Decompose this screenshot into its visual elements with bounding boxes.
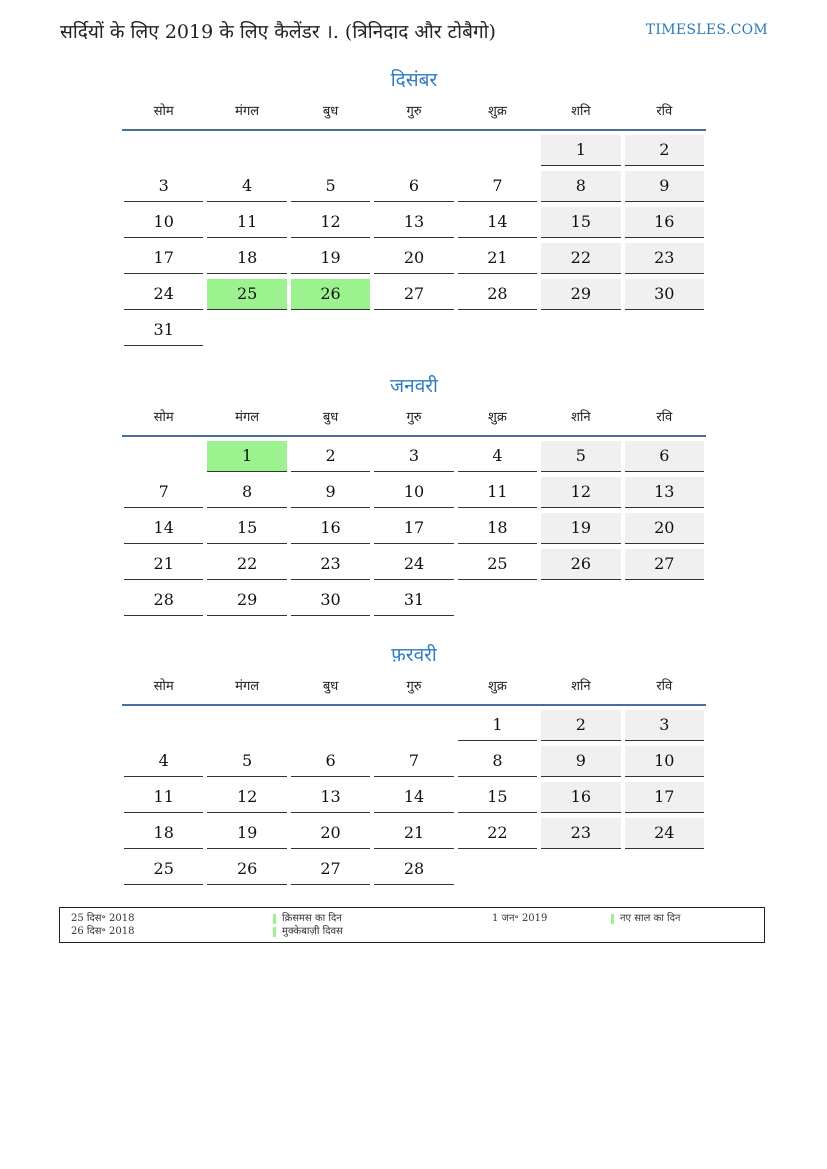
weekday-label: सोम <box>153 104 174 119</box>
day-cell: 10 <box>374 477 453 508</box>
weekday-label: रवि <box>656 410 673 425</box>
empty-cell <box>374 135 453 165</box>
day-cell: 4 <box>124 746 203 777</box>
page-title: सर्दियों के लिए 2019 के लिए कैलेंडर ।. (त्रिनिदाद और टोबैगो) <box>60 21 496 43</box>
day-cell: 23 <box>625 243 704 274</box>
day-cell: 7 <box>458 171 537 202</box>
day-cell: 5 <box>541 441 620 472</box>
day-cell: 10 <box>625 746 704 777</box>
day-cell: 21 <box>458 243 537 274</box>
day-cell: 28 <box>124 585 203 616</box>
day-cell: 3 <box>124 171 203 202</box>
weekday-label: मंगल <box>235 410 260 425</box>
legend-name-text: मुक्केबाज़ी दिवस <box>282 926 343 937</box>
day-cell: 15 <box>458 782 537 813</box>
day-cell: 28 <box>458 279 537 310</box>
weekday-label: रवि <box>656 104 673 119</box>
weekday-label: गुरु <box>406 679 422 694</box>
day-cell: 17 <box>625 782 704 813</box>
weekday-label: सोम <box>153 410 174 425</box>
holiday-day-cell: 1 <box>207 441 286 472</box>
day-cell: 1 <box>541 135 620 166</box>
day-cell: 5 <box>291 171 370 202</box>
legend-name-text: क्रिसमस का दिन <box>282 913 342 924</box>
day-cell: 9 <box>625 171 704 202</box>
day-cell: 3 <box>374 441 453 472</box>
day-cell: 20 <box>625 513 704 544</box>
day-grid <box>122 135 706 351</box>
legend-name-text: नए साल का दिन <box>620 913 681 924</box>
day-cell: 11 <box>458 477 537 508</box>
day-cell: 25 <box>458 549 537 580</box>
weekday-label: बुध <box>322 410 339 425</box>
day-cell: 1 <box>458 710 537 741</box>
legend-date: 25 दिस॰ 2018 <box>71 913 135 924</box>
day-cell: 2 <box>541 710 620 741</box>
legend-date: 26 दिस॰ 2018 <box>71 926 135 937</box>
weekday-label: शनि <box>571 410 591 425</box>
day-cell: 14 <box>374 782 453 813</box>
day-grid <box>122 441 706 621</box>
holiday-legend <box>59 907 765 943</box>
day-cell: 8 <box>541 171 620 202</box>
day-cell: 22 <box>458 818 537 849</box>
month-title: जनवरी <box>390 375 438 397</box>
empty-cell <box>124 135 203 165</box>
empty-cell <box>291 135 370 165</box>
empty-cell <box>124 710 203 740</box>
weekday-label: गुरु <box>406 410 422 425</box>
day-cell: 6 <box>291 746 370 777</box>
weekday-header <box>122 95 706 131</box>
day-cell: 27 <box>291 854 370 885</box>
holiday-marker <box>611 914 614 924</box>
day-cell: 27 <box>374 279 453 310</box>
day-cell: 24 <box>124 279 203 310</box>
day-cell: 31 <box>124 315 203 346</box>
day-cell: 26 <box>541 549 620 580</box>
weekday-label: बुध <box>322 679 339 694</box>
weekday-label: मंगल <box>235 679 260 694</box>
day-cell: 24 <box>625 818 704 849</box>
weekday-header <box>122 401 706 437</box>
day-cell: 29 <box>541 279 620 310</box>
day-cell: 30 <box>291 585 370 616</box>
day-cell: 4 <box>458 441 537 472</box>
weekday-label: गुरु <box>406 104 422 119</box>
day-cell: 19 <box>291 243 370 274</box>
day-cell: 9 <box>291 477 370 508</box>
empty-cell <box>458 135 537 165</box>
month-february <box>122 640 706 890</box>
day-cell: 13 <box>625 477 704 508</box>
day-cell: 16 <box>625 207 704 238</box>
day-cell: 26 <box>207 854 286 885</box>
empty-cell <box>207 135 286 165</box>
day-cell: 4 <box>207 171 286 202</box>
month-title: दिसंबर <box>390 69 438 91</box>
day-cell: 14 <box>124 513 203 544</box>
day-cell: 7 <box>374 746 453 777</box>
day-cell: 22 <box>207 549 286 580</box>
weekday-label: बुध <box>322 104 339 119</box>
day-cell: 23 <box>541 818 620 849</box>
day-cell: 12 <box>291 207 370 238</box>
brand-link[interactable]: TIMESLES.COM <box>645 22 768 38</box>
day-cell: 10 <box>124 207 203 238</box>
day-cell: 11 <box>207 207 286 238</box>
day-cell: 29 <box>207 585 286 616</box>
day-cell: 23 <box>291 549 370 580</box>
empty-cell <box>374 710 453 740</box>
weekday-label: शुक्र <box>488 104 507 119</box>
day-cell: 31 <box>374 585 453 616</box>
day-cell: 27 <box>625 549 704 580</box>
day-cell: 8 <box>458 746 537 777</box>
day-cell: 19 <box>207 818 286 849</box>
day-cell: 6 <box>625 441 704 472</box>
holiday-day-cell: 26 <box>291 279 370 310</box>
legend-holiday-name <box>273 926 343 938</box>
day-cell: 6 <box>374 171 453 202</box>
day-cell: 20 <box>291 818 370 849</box>
day-cell: 9 <box>541 746 620 777</box>
empty-cell <box>124 441 203 471</box>
empty-cell <box>291 710 370 740</box>
weekday-label: शुक्र <box>488 410 507 425</box>
weekday-label: सोम <box>153 679 174 694</box>
weekday-label: शुक्र <box>488 679 507 694</box>
day-cell: 18 <box>207 243 286 274</box>
day-cell: 12 <box>541 477 620 508</box>
day-cell: 19 <box>541 513 620 544</box>
day-cell: 24 <box>374 549 453 580</box>
day-cell: 8 <box>207 477 286 508</box>
holiday-marker <box>273 914 276 924</box>
day-cell: 13 <box>374 207 453 238</box>
day-cell: 22 <box>541 243 620 274</box>
day-cell: 25 <box>124 854 203 885</box>
day-cell: 28 <box>374 854 453 885</box>
month-december <box>122 65 706 351</box>
day-cell: 15 <box>207 513 286 544</box>
day-cell: 13 <box>291 782 370 813</box>
day-cell: 17 <box>124 243 203 274</box>
day-cell: 5 <box>207 746 286 777</box>
day-cell: 16 <box>291 513 370 544</box>
weekday-label: शनि <box>571 679 591 694</box>
legend-date: 1 जन॰ 2019 <box>492 913 548 924</box>
day-cell: 21 <box>124 549 203 580</box>
day-cell: 18 <box>458 513 537 544</box>
day-grid <box>122 710 706 890</box>
month-january <box>122 371 706 621</box>
day-cell: 17 <box>374 513 453 544</box>
day-cell: 20 <box>374 243 453 274</box>
weekday-header <box>122 670 706 706</box>
day-cell: 15 <box>541 207 620 238</box>
day-cell: 16 <box>541 782 620 813</box>
weekday-label: शनि <box>571 104 591 119</box>
day-cell: 21 <box>374 818 453 849</box>
weekday-label: मंगल <box>235 104 260 119</box>
day-cell: 2 <box>291 441 370 472</box>
legend-holiday-name <box>611 913 680 925</box>
day-cell: 2 <box>625 135 704 166</box>
day-cell: 18 <box>124 818 203 849</box>
month-title: फ़रवरी <box>391 644 437 666</box>
day-cell: 3 <box>625 710 704 741</box>
day-cell: 12 <box>207 782 286 813</box>
holiday-day-cell: 25 <box>207 279 286 310</box>
day-cell: 30 <box>625 279 704 310</box>
weekday-label: रवि <box>656 679 673 694</box>
day-cell: 11 <box>124 782 203 813</box>
day-cell: 14 <box>458 207 537 238</box>
empty-cell <box>207 710 286 740</box>
holiday-marker <box>273 927 276 937</box>
day-cell: 7 <box>124 477 203 508</box>
legend-holiday-name <box>273 913 342 925</box>
